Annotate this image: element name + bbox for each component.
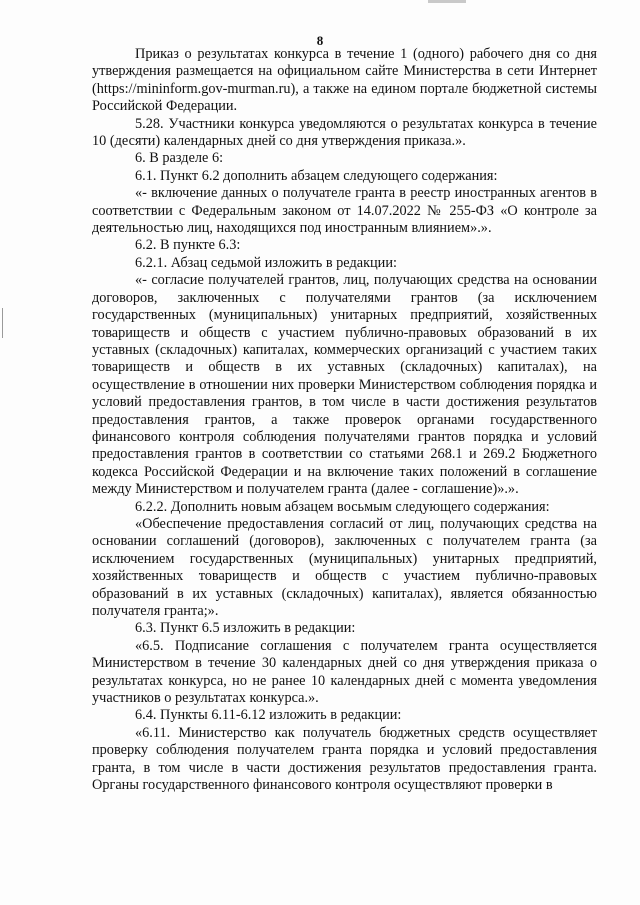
scan-margin-mark: [2, 308, 3, 338]
paragraph-6-2: 6.2. В пункте 6.3:: [135, 237, 241, 254]
paragraph-6-1: 6.1. Пункт 6.2 дополнить абзацем следующего содержания:: [135, 167, 498, 184]
paragraph-consent-provision: «Обеспечение предоставления согласий от лиц, получающих средства на основании соглашений (договоров), заключенных с получателем гранта (за исключением государственных (муниципальных) унитарных предприятий, хозяйственных товариществ и обществ с участием публично-правовых образований в их уставных (складочных) капиталах), является обязанностью получателя гранта;».: [92, 515, 597, 619]
paragraph-section-6: 6. В разделе 6:: [135, 150, 224, 167]
document-body: [92, 46, 597, 794]
paragraph-6-5: «6.5. Подписание соглашения с получателем гранта осуществляется Министерством в течение 30 календарных дней со дня утверждения приказа о результатах конкурса, но не ранее 10 календарных дней с момента уведомления участников о результатах конкурса.».: [92, 637, 597, 707]
paragraph-consent: «- согласие получателей грантов, лиц, получающих средства на основании договоров, заключенных с получателями грантов (за исключением государственных (муниципальных) унитарных предприятий, хозяйственных товариществ и обществ с участием публично-правовых образований в их уставных (складочных) капиталах, коммерческих организаций с участием таких товариществ и обществ в их уставных (складочных) капиталах), на осуществление в отношении них проверки Министерством соблюдения порядка и условий предоставления грантов, в том числе в части достижения результатов предоставления грантов, а также проверок органами государственного финансового контроля соблюдения получателями грантов порядка и условий предоставления грантов в соответствии со статьями 268.1 и 269.2 Бюджетного кодекса Российской Федерации и на включение таких положений в соглашение между Министерством и получателем гранта (далее - соглашение)».».: [92, 272, 597, 498]
paragraph-6-2-2: 6.2.2. Дополнить новым абзацем восьмым следующего содержания:: [135, 498, 550, 515]
page-number: 8: [316, 33, 324, 48]
paragraph-5-28: 5.28. Участники конкурса уведомляются о результатах конкурса в течение 10 (десяти) календарных дней со дня утверждения приказа.».: [92, 115, 597, 150]
paragraph-6-2-1: 6.2.1. Абзац седьмой изложить в редакции:: [135, 254, 397, 271]
paragraph-6-4: 6.4. Пункты 6.11-6.12 изложить в редакции:: [135, 707, 402, 724]
paragraph-6-3: 6.3. Пункт 6.5 изложить в редакции:: [135, 620, 356, 637]
scan-top-mark: [428, 0, 466, 3]
paragraph-foreign-agents: «- включение данных о получателе гранта в реестр иностранных агентов в соответствии с Федеральным законом от 14.07.2022 № 255-ФЗ «О контроле за деятельностью лиц, находящихся под иностранным влиянием».».: [92, 185, 597, 237]
paragraph-6-11: «6.11. Министерство как получатель бюджетных средств осуществляет проверку соблюдения получателем гранта порядка и условий предоставления гранта, в том числе в части достижения результатов предоставления гранта. Органы государственного финансового контроля осуществляют проверки в: [92, 724, 597, 794]
paragraph-order-publication: Приказ о результатах конкурса в течение 1 (одного) рабочего дня со дня утверждения размещается на официальном сайте Министерства в сети Интернет (https://mininform.gov-murman.ru), а также на едином портале бюджетной системы Российской Федерации.: [92, 46, 597, 115]
